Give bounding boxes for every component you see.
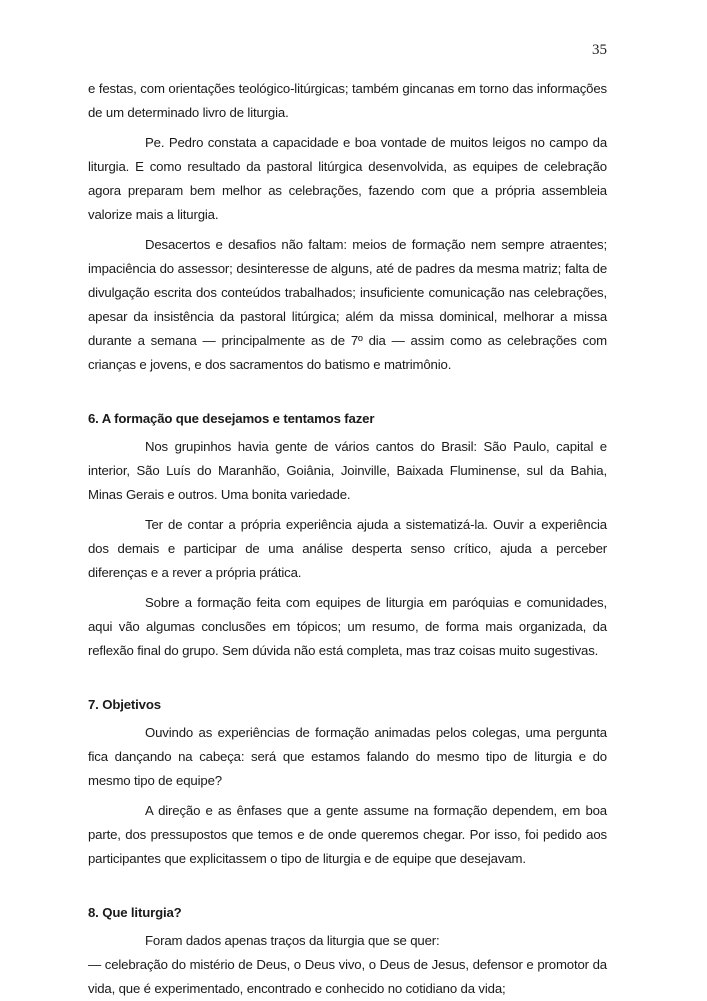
paragraph: Ouvindo as experiências de formação animadas pelos colegas, uma pergunta fica dançando na cabeça: será que estamos falando do mesmo tipo de liturgia e do mesmo tipo de equipe? — [88, 725, 607, 788]
paragraph-continuation: e festas, com orientações teológico-litúrgicas; também gincanas em torno das informações de um determinado livro de liturgia. — [88, 81, 607, 120]
page-number: 35 — [592, 42, 607, 58]
section-heading: 7. Objetivos — [88, 697, 161, 712]
list-item: — celebração do mistério de Deus, o Deus vivo, o Deus de Jesus, defensor e promotor da vida, que é experimentado, encontrado e conhecido no cotidiano da vida; — [88, 957, 607, 996]
section-7 — [88, 693, 607, 871]
paragraph: A direção e as ênfases que a gente assume na formação dependem, em boa parte, dos pressupostos que temos e de onde queremos chegar. Por isso, foi pedido aos participantes que explicitassem o tipo de liturgia e de equipe que desejavam. — [88, 803, 607, 866]
paragraph: Foram dados apenas traços da liturgia que se quer: — [145, 933, 440, 948]
section-6 — [88, 407, 607, 663]
section-heading: 8. Que liturgia? — [88, 905, 182, 920]
paragraph: Sobre a formação feita com equipes de liturgia em paróquias e comunidades, aqui vão algumas conclusões em tópicos; um resumo, de forma mais organizada, da reflexão final do grupo. Sem dúvida não está completa, mas traz coisas muito sugestivas. — [88, 595, 607, 658]
paragraph: Ter de contar a própria experiência ajuda a sistematizá-la. Ouvir a experiência dos demais e participar de uma análise desperta senso crítico, ajuda a perceber diferenças e a rever a própria prática. — [88, 517, 607, 580]
section-spacer — [88, 669, 607, 693]
paragraph: Pe. Pedro constata a capacidade e boa vontade de muitos leigos no campo da liturgia. E como resultado da pastoral litúrgica desenvolvida, as equipes de celebração agora preparam bem melhor as celebrações, fazendo com que a própria assembleia valorize mais a liturgia. — [88, 135, 607, 222]
section-spacer — [88, 383, 607, 407]
section-8 — [88, 901, 607, 1001]
paragraph: Desacertos e desafios não faltam: meios de formação nem sempre atraentes; impaciência do assessor; desinteresse de alguns, até de padres da mesma matriz; falta de divulgação escrita dos conteúdos trabalhados; insuficiente comunicação nas celebrações, apesar da insistência da pastoral litúrgica; além da missa dominical, melhorar a missa durante a semana — principalmente as de 7º dia — assim como as celebrações com crianças e jovens, e dos sacramentos do batismo e matrimônio. — [88, 237, 607, 372]
paragraph: Nos grupinhos havia gente de vários cantos do Brasil: São Paulo, capital e interior, São Luís do Maranhão, Goiânia, Joinville, Baixada Fluminense, sul da Bahia, Minas Gerais e outros. Uma bonita variedade. — [88, 439, 607, 502]
section-spacer — [88, 877, 607, 901]
section-heading: 6. A formação que desejamos e tentamos fazer — [88, 411, 375, 426]
document-body — [88, 77, 607, 1001]
